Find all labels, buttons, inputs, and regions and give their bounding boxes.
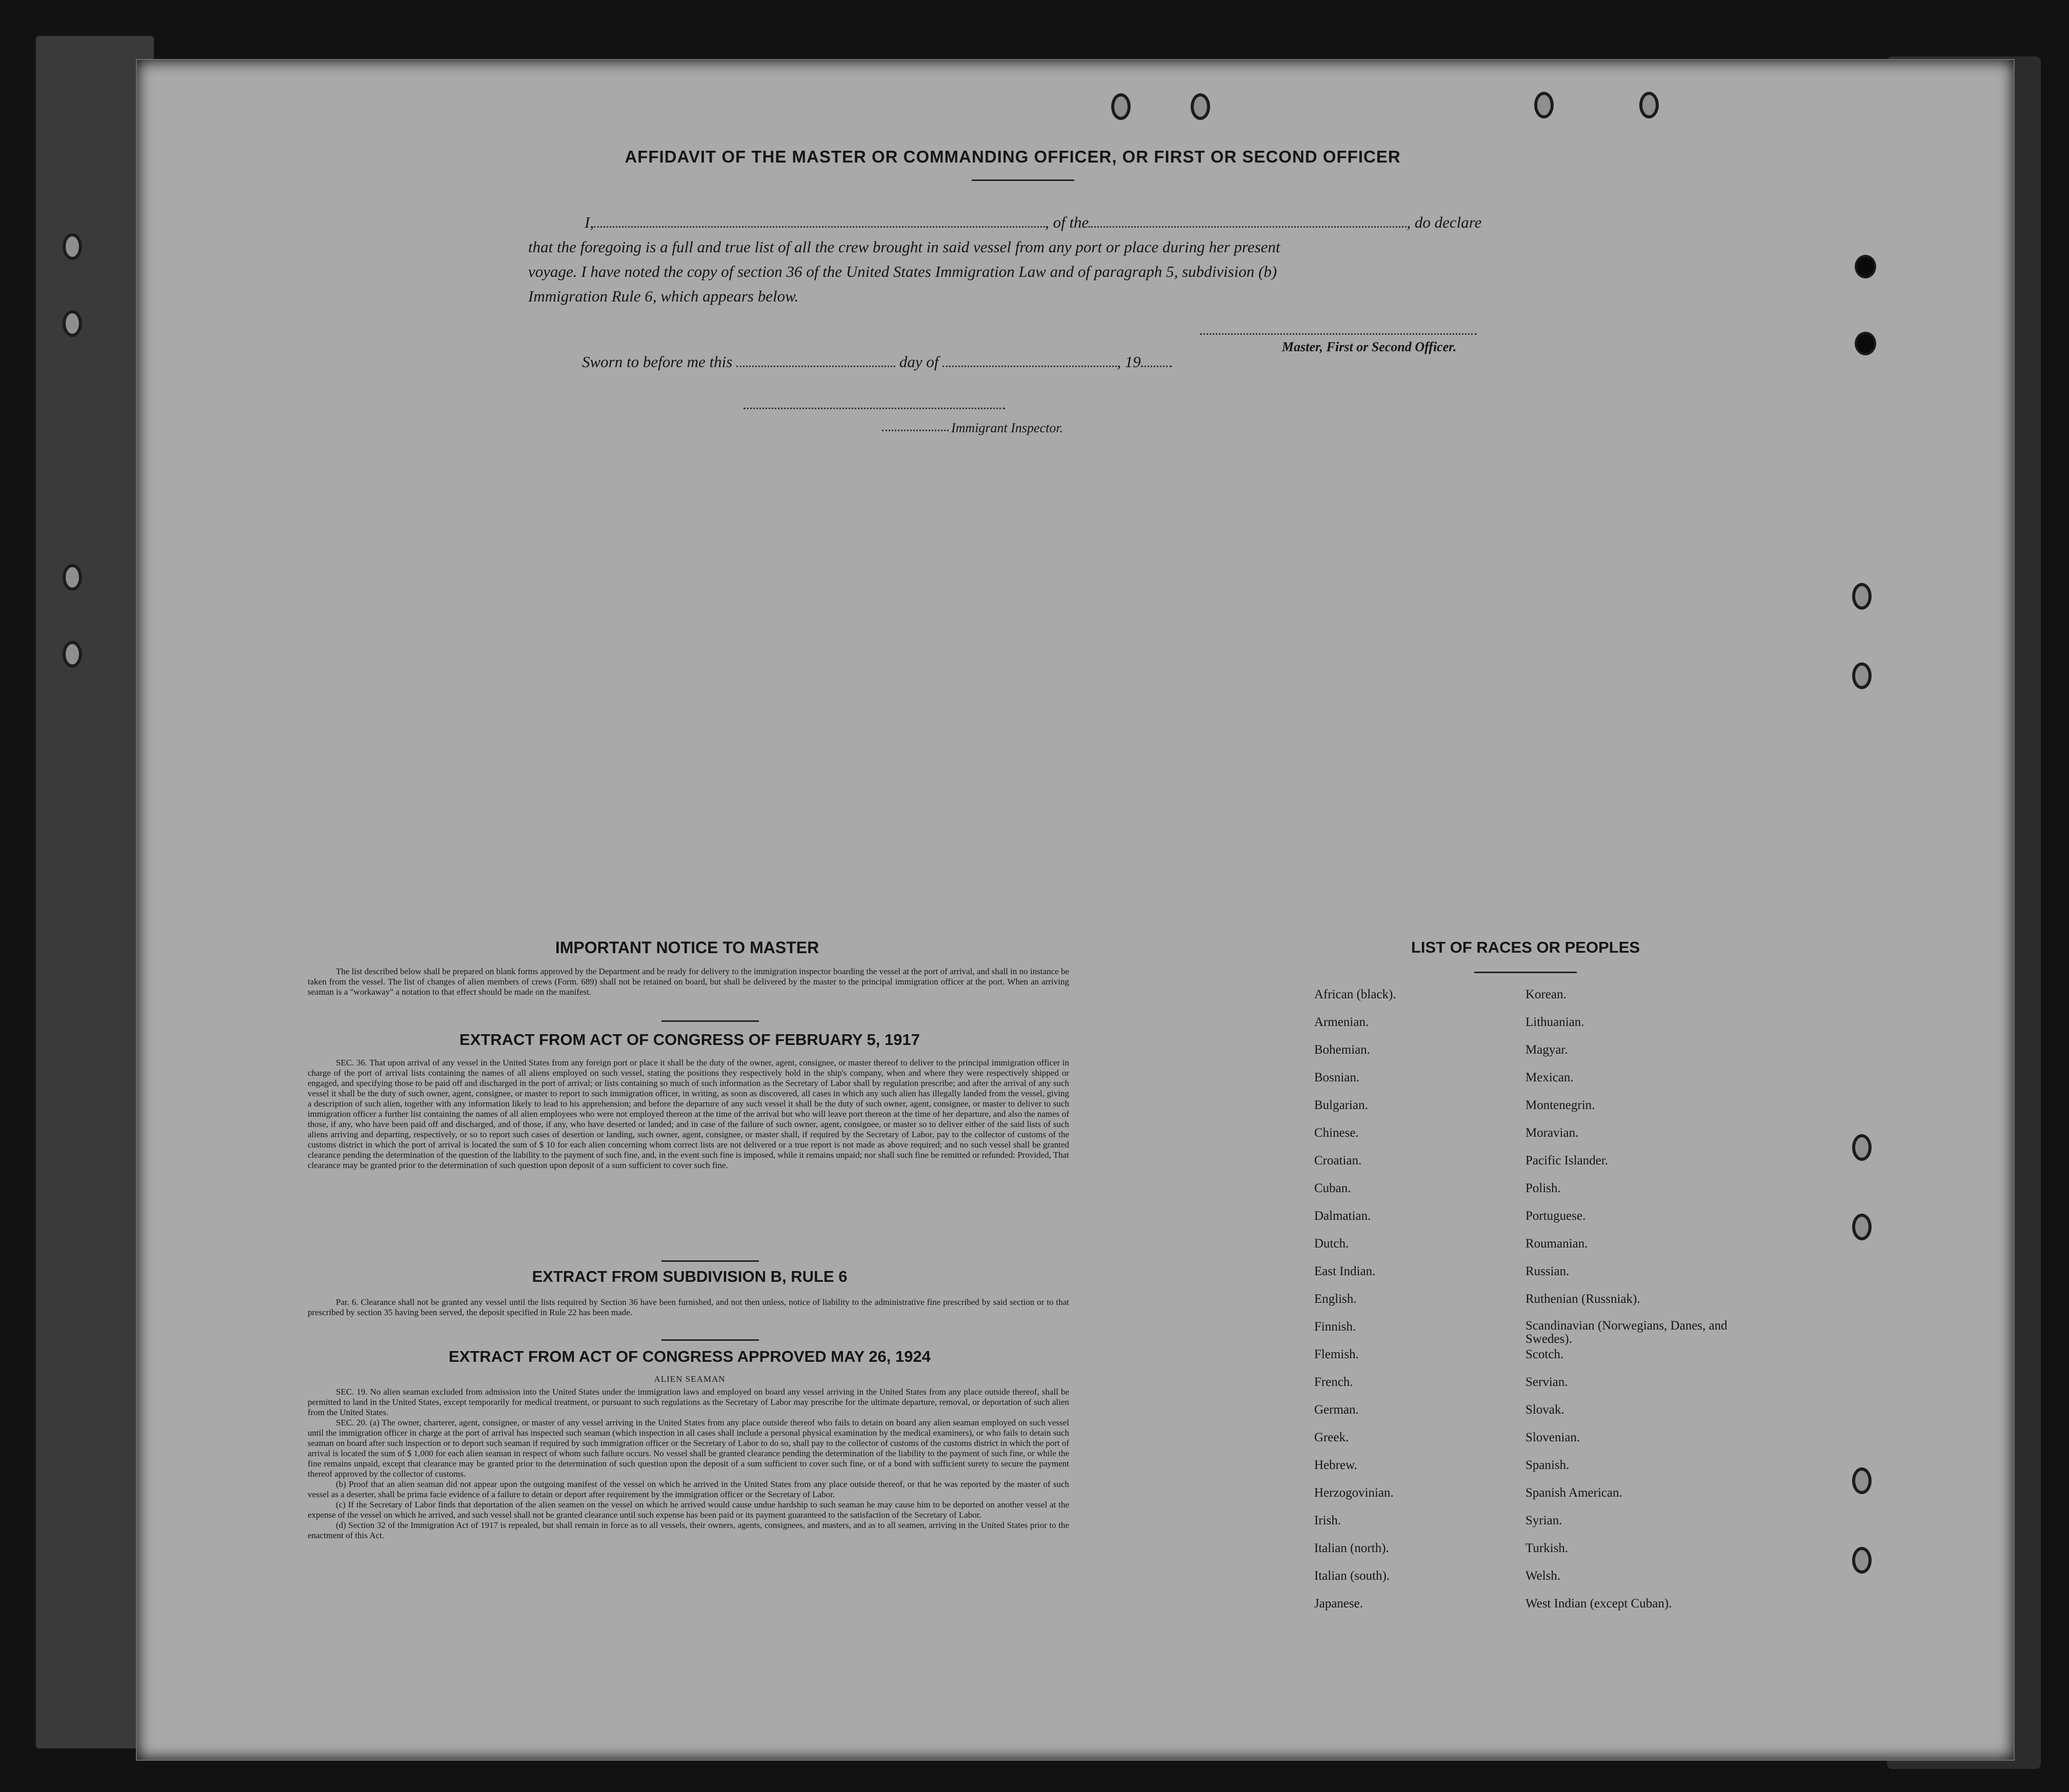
extract-1917-text [308,1058,1069,1171]
sworn-line [582,353,1172,371]
races-column-2 [1525,987,1731,1624]
race-item: Ruthenian (Russniak). [1525,1292,1640,1306]
inspector-prefix-blank [882,430,949,431]
race-item: Mexican. [1525,1071,1574,1084]
race-item: Italian (north). [1314,1541,1389,1555]
punch-hole [1639,92,1659,118]
race-item: Roumanian. [1525,1237,1588,1251]
race-item: Italian (south). [1314,1569,1390,1583]
extract-rule6-text [308,1297,1069,1318]
section-rule [661,1020,759,1022]
signature-blank [1200,333,1477,335]
race-item: Portuguese. [1525,1209,1586,1223]
race-item: Dalmatian. [1314,1209,1371,1223]
punch-hole [1534,92,1554,118]
race-item: Lithuanian. [1525,1015,1584,1029]
punch-hole [1191,93,1210,120]
punch-hole [1111,93,1131,120]
extract-1924-title: EXTRACT FROM ACT OF CONGRESS APPROVED MAY 26, 1924 [449,1347,931,1365]
race-item: Spanish. [1525,1458,1570,1472]
sec-20a-paragraph: SEC. 20. (a) The owner, charterer, agent, consignee, or master of any vessel arriving in the United States from any place outside thereof who fails to detain on board any alien seaman employed on such vessel until the immigration officer in charge at the port of arrival has inspected such seaman (which inspection in all cases shall include a personal physical examination by the medical examiners), or who fails to detain such seaman on board after such inspection or to deport such seaman if required by such immigration officer or the Secretary of Labor to do so, shall pay to the collector of customs of the customs district in which the port of arrival is located the sum of $ 1,000 for each alien seaman in respect of whom such failure occurs. No vessel shall be granted clearance pending the determination of the liability to the payment of such fine, or while the fine remains unpaid, except that clearance may be granted prior to the determination of such question upon the deposit of a sum sufficient to cover such fine, or of a bond with sufficient surety to secure the payment thereof approved by the collector of customs. [308,1418,1069,1479]
race-item: Slovak. [1525,1403,1564,1417]
punch-hole [1852,1214,1872,1240]
race-item: Pacific Islander. [1525,1154,1609,1167]
binder-hole [63,233,82,260]
day-blank [736,366,895,367]
binder-hole [63,564,82,591]
affidavit-of-the: , of the [1045,213,1089,231]
extract-1924-text [308,1387,1069,1541]
races-rule [1474,972,1577,973]
sworn-year: , 19 [1117,353,1141,371]
sworn-prefix: Sworn to before me this [582,353,733,371]
race-item: Montenegrin. [1525,1098,1595,1112]
race-item: Korean. [1525,988,1566,1001]
race-item: Russian. [1525,1264,1570,1278]
race-item: Flemish. [1314,1347,1359,1361]
race-item: East Indian. [1314,1264,1376,1278]
races-column-1 [1314,987,1509,1624]
race-item: Bohemian. [1314,1043,1371,1057]
race-item: Croatian. [1314,1154,1362,1167]
race-item: Armenian. [1314,1015,1369,1029]
punch-hole [1852,662,1872,689]
races-title: LIST OF RACES OR PEOPLES [1411,938,1640,956]
affidavit-declare: , do declare [1407,213,1482,231]
race-item: Servian. [1525,1375,1568,1389]
month-blank [942,366,1117,367]
race-item: West Indian (except Cuban). [1525,1597,1672,1610]
section-rule [661,1260,759,1262]
affidavit-i: I, [585,213,594,231]
affidavit-line-2: that the foregoing is a full and true list of all the crew brought in said vessel from any port or place during her present [528,238,1280,256]
sworn-day-of: day of [899,353,939,371]
race-item: Magyar. [1525,1043,1568,1057]
race-item: Cuban. [1314,1181,1351,1195]
race-item: Irish. [1314,1514,1341,1527]
race-item: Scotch. [1525,1347,1564,1361]
vessel-blank [1089,226,1407,228]
race-item: Polish. [1525,1181,1561,1195]
punch-hole [1855,332,1876,355]
race-item: English. [1314,1292,1357,1306]
race-item: French. [1314,1375,1353,1389]
extract-rule6-title: EXTRACT FROM SUBDIVISION B, RULE 6 [532,1267,848,1285]
race-item: Chinese. [1314,1126,1359,1140]
affidavit-line-4: Immigration Rule 6, which appears below. [528,287,799,305]
affidavit-title: AFFIDAVIT OF THE MASTER OR COMMANDING OFFICER, OR FIRST OR SECOND OFFICER [625,147,1401,166]
binder-hole [63,641,82,668]
race-item: Syrian. [1525,1514,1562,1527]
race-item: Greek. [1314,1431,1349,1444]
race-item: German. [1314,1403,1359,1417]
race-item: Turkish. [1525,1541,1569,1555]
race-item: Hebrew. [1314,1458,1357,1472]
affidavit-line-3: voyage. I have noted the copy of section 36 of the United States Immigration Law and of paragraph 5, subdivision (b) [528,263,1277,280]
immigrant-inspector-label: Immigrant Inspector. [951,420,1063,435]
race-item: Finnish. [1314,1320,1356,1334]
race-item: African (black). [1314,988,1396,1001]
race-item: Scandinavian (Norwegians, Danes, and Swedes). [1525,1319,1727,1346]
race-item: Herzogovinian. [1314,1486,1394,1500]
affidavit-rule [972,179,1074,181]
punch-hole [1855,255,1876,278]
affidavit-paragraph [528,210,1497,309]
punch-hole [1852,1467,1872,1494]
par-6-paragraph: Par. 6. Clearance shall not be granted any vessel until the lists required by Section 36 have been furnished, and not then unless, notice of liability to the administrative fine prescribed by said section or to that prescribed by section 35 having been served, the deposit specified in Rule 22 has been made. [308,1297,1069,1317]
sec-20b-paragraph: (b) Proof that an alien seaman did not appear upon the outgoing manifest of the vessel on which he arrived in the United States from any place outside thereof, or that he was reported by the master of such vessel as a deserter, shall be prima facie evidence of a failure to detain or deport after requirement by the immigration officer or the Secretary of Labor. [308,1479,1069,1499]
notice-title: IMPORTANT NOTICE TO MASTER [555,938,819,957]
year-blank [1141,366,1172,367]
notice-paragraph: The list described below shall be prepared on blank forms approved by the Department and be ready for delivery to the immigration inspector boarding the vessel at the port of arrival, and shall in no instance be taken from the vessel. The list of changes of alien members of crews (Form. 689) shall not be retained on board, but shall be delivered by the master to the principal immigration officer at the port. When an arriving seaman is a "workaway" a notation to that effect should be made on the manifest. [308,967,1069,997]
extract-1917-title: EXTRACT FROM ACT OF CONGRESS OF FEBRUARY 5, 1917 [459,1031,920,1049]
sec-20c-paragraph: (c) If the Secretary of Labor finds that deportation of the alien seamen on the vessel on which he arrived would cause undue hardship to such seaman he may cause him to be deported on another vessel at the expense of the vessel on which he arrived, and such vessel shall not be granted clearance until such expense has been paid or its payment guaranteed to the satisfaction of the Secretary of Labor. [308,1500,1069,1520]
race-item: Welsh. [1525,1569,1561,1583]
race-item: Spanish American. [1525,1486,1622,1500]
sec-36-paragraph: SEC. 36. That upon arrival of any vessel in the United States from any foreign port or place it shall be the duty of the owner, agent, consignee, or master thereof to deliver to the principal immigration officer in charge of the port of arrival lists containing the names of all aliens employed on such vessel, stating the positions they respectively hold in the ship's company, when and where they were respectively shipped or engaged, and specifying those to be paid off and discharged in the port of arrival; or lists containing so much of such information as the Secretary of Labor shall by regulation prescribe; and after the arrival of any such vessel it shall be the duty of such owner, agent, consignee, or master to report to such immigration officer, in writing, as soon as discovered, all cases in which any such alien has illegally landed from the vessel, giving a description of such alien, together with any information likely to lead to his apprehension; and before the departure of any such vessel it shall be the duty of such owner, agent, consignee, or master to deliver to such immigration officer a further list containing the names of all alien employees who were not employed thereon at the time of the arrival but who will leave port thereon at the time of her departure, and also the names of those, if any, who have been paid off and discharged, and of those, if any, who have deserted or landed; and in case of the failure of such owner, agent, consignee, or master so to deliver either of the said lists of such aliens arriving and departing, respectively, or so to report such cases of desertion or landing, such owner, agent, consignee, or master shall, if required by the Secretary of Labor, pay to the collector of customs of the customs district in which the port of arrival is located the sum of $ 10 for each alien concerning whom correct lists are not delivered or a true report is not made as above required; and no such vessel shall be granted clearance pending the determination of the question of the liability to the payment of such fine, and, in the event such fine is imposed, while it remains unpaid; nor shall such fine be remitted or refunded: Provided, That clearance may be granted prior to the determination of such question upon deposit of a sum sufficient to cover such fine. [308,1058,1069,1170]
punch-hole [1852,583,1872,610]
race-item: Slovenian. [1525,1431,1580,1444]
binder-hole [63,310,82,337]
master-signature-label: Master, First or Second Officer. [1282,339,1457,354]
sec-19-paragraph: SEC. 19. No alien seaman excluded from admission into the United States under the immigration laws and employed on board any vessel arriving in the United States from any place outside thereof, shall be permitted to land in the United States, except temporarily for medical treatment, or pursuant to such regulations as the Secretary of Labor may prescribe for the ultimate departure, removal, or deportation of such alien from the United States. [308,1387,1069,1417]
notice-text [308,967,1069,997]
inspector-signature-blank [744,408,1005,409]
punch-hole [1852,1547,1872,1574]
alien-seaman-subtitle: ALIEN SEAMAN [654,1374,726,1384]
name-blank [594,226,1045,228]
sec-20d-paragraph: (d) Section 32 of the Immigration Act of 1917 is repealed, but shall remain in force as to all vessels, their owners, agents, consignees, and masters, and as to all seamen, arriving in the United States prior to the enactment of this Act. [308,1520,1069,1540]
race-item: Moravian. [1525,1126,1579,1140]
punch-hole [1852,1134,1872,1161]
race-item: Dutch. [1314,1237,1349,1251]
race-item: Bosnian. [1314,1071,1360,1084]
race-item: Bulgarian. [1314,1098,1368,1112]
section-rule [661,1339,759,1341]
race-item: Japanese. [1314,1597,1363,1610]
